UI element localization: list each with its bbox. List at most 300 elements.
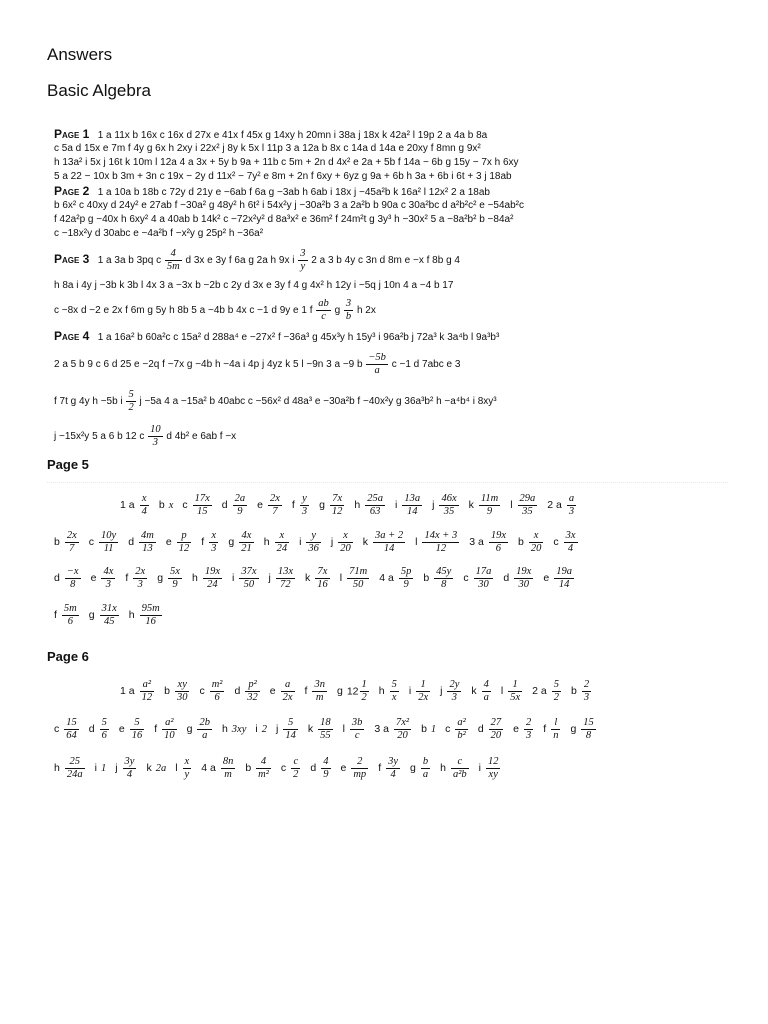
answer-item bbox=[292, 493, 310, 518]
answer-label: l bbox=[339, 572, 343, 585]
answer-item bbox=[469, 530, 509, 555]
answer-label: 4 a bbox=[201, 762, 216, 775]
answer-label: b bbox=[517, 536, 524, 549]
fraction: $\frac{13a}{14}$ bbox=[404, 493, 421, 517]
answer-label: i bbox=[94, 762, 97, 775]
fraction: $\frac{37x}{50}$ bbox=[241, 566, 257, 590]
answer-text: 1 a 10a b 18b c 72y d 21y e −6ab f 6a g −3ab h 6ab i 18x j −45a²b k 16a² l 12x² 2 a 18ab bbox=[97, 187, 490, 198]
answer-item bbox=[395, 493, 423, 518]
page6-row-3 bbox=[54, 756, 728, 781]
answer-label: e bbox=[90, 572, 97, 585]
answer-item bbox=[432, 493, 460, 518]
answer-label: 1 a bbox=[120, 685, 135, 698]
answer-label: g bbox=[319, 499, 325, 512]
fraction: $\frac{\text{m²}}{6}$ bbox=[211, 679, 223, 703]
answer-label: g bbox=[228, 536, 235, 549]
fraction: $\frac{a}{3}$ bbox=[568, 493, 575, 517]
answer-item bbox=[340, 566, 370, 591]
answer-label: d bbox=[128, 536, 135, 549]
answer-item bbox=[440, 679, 462, 704]
fraction: $\frac{2}{3}$ bbox=[526, 717, 532, 741]
answer-item bbox=[463, 566, 494, 591]
answer-label: c bbox=[463, 572, 469, 585]
answer-label: 2 a bbox=[547, 499, 562, 512]
answer-value: x bbox=[168, 500, 174, 512]
answer-label: 4 a bbox=[379, 572, 394, 585]
answer-item bbox=[305, 679, 328, 704]
answer-label: k bbox=[305, 572, 311, 585]
answer-item bbox=[270, 679, 296, 704]
answer-item bbox=[125, 566, 148, 591]
fraction: $\frac{15}{64}$ bbox=[66, 717, 77, 741]
answer-label: h bbox=[221, 723, 228, 736]
answer-label: 3 a bbox=[469, 536, 484, 549]
answer-item bbox=[343, 717, 366, 742]
answer-label: j bbox=[275, 723, 279, 736]
fraction: $\frac{x}{20}$ bbox=[530, 530, 542, 554]
answer-label: c bbox=[54, 723, 60, 736]
fraction: $\frac{a}{2x}$ bbox=[282, 679, 293, 703]
answer-label: d bbox=[310, 762, 317, 775]
fraction: $\frac{5m}{6}$ bbox=[63, 603, 77, 627]
answer-item bbox=[54, 566, 82, 591]
answer-label: b bbox=[158, 499, 165, 512]
fraction: $\frac{4x}{21}$ bbox=[241, 530, 252, 554]
section-title: Basic Algebra bbox=[47, 81, 151, 100]
page4-line-2 bbox=[54, 352, 728, 377]
answer-label: b bbox=[54, 536, 60, 549]
fraction: $\frac{46x}{35}$ bbox=[441, 493, 457, 517]
answer-item bbox=[501, 679, 523, 704]
fraction: $\frac{71m}{50}$ bbox=[349, 566, 368, 590]
fraction: $\frac{1}{2x}$ bbox=[418, 679, 429, 703]
answer-label: 3 a bbox=[374, 723, 390, 736]
answer-item bbox=[478, 717, 504, 742]
answer-label: g bbox=[336, 685, 343, 698]
page4-line-4 bbox=[54, 424, 728, 449]
page2-line-3: f 42a²p g −40x h 6xy² 4 a 40ab b 14k² c −72x²y² d 8a³x² e 36m² f 24m²t g 3y³ h −30x² 5 a −8a²b² b −84a² bbox=[54, 214, 514, 225]
answer-label: g bbox=[88, 609, 95, 622]
page6-heading: Page 6 bbox=[47, 649, 89, 664]
answer-value: 1 bbox=[430, 724, 437, 736]
page6-row-2 bbox=[54, 717, 728, 742]
fraction: $\frac{19x}{6}$ bbox=[490, 530, 506, 554]
page4-line-3 bbox=[54, 389, 728, 414]
answer-item bbox=[157, 566, 183, 591]
answer-label: f bbox=[304, 685, 308, 698]
page1-line-1 bbox=[54, 128, 728, 142]
page1-label: Page 1 bbox=[54, 127, 90, 141]
answer-label: e bbox=[165, 536, 172, 549]
fraction: $\frac{2}{3}$ bbox=[583, 679, 590, 703]
answer-item bbox=[379, 566, 414, 591]
answer-item bbox=[175, 756, 192, 781]
answer-label: f bbox=[291, 499, 295, 512]
answer-item bbox=[553, 530, 578, 555]
fraction: $\frac{5}{x}$ bbox=[391, 679, 397, 703]
answer-item bbox=[518, 530, 544, 555]
answer-text: 1 a 16a² b 60a²c c 15a² d 288a⁴ e −27x² f −36a³ g 45x³y h 15y³ i 96a²b j 72a³ k 3a⁴b l 9a³b³ bbox=[97, 332, 500, 343]
answer-label: i bbox=[408, 685, 412, 698]
fraction: $\frac{-x}{8}$ bbox=[66, 566, 79, 590]
answer-item bbox=[89, 603, 120, 628]
answer-label: j bbox=[330, 536, 334, 549]
fraction: $\frac{\text{a²}}{10}$ bbox=[164, 717, 175, 741]
answer-label: e bbox=[257, 499, 263, 512]
answer-label: d bbox=[221, 499, 228, 512]
answer-label: e bbox=[340, 762, 347, 775]
answer-label: e bbox=[513, 723, 520, 736]
answer-label: h bbox=[54, 762, 60, 775]
page2-line-2: b 6x² c 40xy d 24y² e 27ab f −30a² g 48y² h 6t² i 54x²y j −30a²b 3 a 2a²b b 90a c 30a²bc d a²b²c² e −54ab²c bbox=[54, 200, 524, 211]
answer-label: i bbox=[231, 572, 235, 585]
fraction: $\frac{4}{a}$ bbox=[483, 679, 489, 703]
page3-line-2: h 8a i 4y j −3b k 3b l 4x 3 a −3x b −2b c 2y d 3x e 3y f 4 g 4x² h 12y i −5q j 10n 4 a −4 b 17 bbox=[54, 280, 454, 291]
fraction: $\frac{\text{7x²}}{20}$ bbox=[396, 717, 410, 741]
answer-item bbox=[331, 530, 354, 555]
answer-item bbox=[423, 566, 454, 591]
answer-item bbox=[119, 717, 145, 742]
page1-line-3: h 13a² i 5x j 16t k 10m l 12a 4 a 3x + 5y b 9a + 11b c 5m + 2n d 4x² e 2a + 5b f 14a − 6b g 15y − 7x h 6xy bbox=[54, 157, 519, 168]
answer-item bbox=[228, 530, 254, 555]
page5-row-2 bbox=[54, 530, 728, 555]
fraction: $\frac{15}{8}$ bbox=[583, 717, 594, 741]
answer-label: d bbox=[54, 572, 60, 585]
fraction: $\frac{10}{3}$ bbox=[150, 424, 161, 448]
answer-item bbox=[95, 762, 107, 775]
answer-label: k bbox=[362, 536, 369, 549]
page6-row-1 bbox=[120, 679, 728, 704]
answer-item bbox=[120, 493, 150, 518]
answer-item bbox=[308, 717, 334, 742]
fraction: $\frac{3b}{c}$ bbox=[351, 717, 363, 741]
fraction: $\frac{1}{5x}$ bbox=[510, 679, 521, 703]
fraction: $\frac{x}{y}$ bbox=[184, 756, 190, 780]
answer-label: i bbox=[299, 536, 302, 549]
answer-label: h bbox=[378, 685, 385, 698]
answer-item bbox=[54, 717, 80, 742]
answer-label: l bbox=[500, 685, 504, 698]
answer-label: b bbox=[245, 762, 252, 775]
answer-item bbox=[166, 530, 192, 555]
answer-text: 1 a 3a b 3pq c bbox=[97, 255, 162, 267]
answer-item bbox=[255, 723, 267, 736]
answer-text: c −8x d −2 e 2x f 6m g 5y h 8b 5 a −4b b 4x c −1 d 9y e 1 f bbox=[54, 305, 313, 317]
fraction: $\frac{1}{2}$ bbox=[361, 679, 367, 703]
fraction: $\frac{3}{b}$ bbox=[345, 298, 352, 322]
answer-item bbox=[182, 493, 212, 518]
answer-item bbox=[128, 530, 157, 555]
fraction: $\frac{3}{y}$ bbox=[300, 248, 306, 272]
answer-item bbox=[503, 566, 534, 591]
answer-label: f bbox=[54, 609, 57, 622]
answer-item bbox=[146, 762, 166, 775]
answer-item bbox=[440, 756, 470, 781]
page1-line-2: c 5a d 15x e 7m f 4y g 6x h 2xy i 22x² j 8y k 5x l 11p 3 a 12a b 8x c 14a d 14a e 20xy f 8mn g 9x² bbox=[54, 143, 481, 154]
answer-label: k bbox=[146, 762, 152, 775]
fraction: $\frac{95m}{16}$ bbox=[141, 603, 160, 627]
answer-item bbox=[199, 679, 225, 704]
answer-item bbox=[89, 530, 119, 555]
answer-item bbox=[415, 530, 460, 555]
answer-label: k bbox=[471, 685, 477, 698]
answer-label: c bbox=[553, 536, 559, 549]
fraction: $\frac{l}{n}$ bbox=[553, 717, 559, 741]
fraction: $\frac{2}{mp}$ bbox=[353, 756, 367, 780]
answer-text: h 2x bbox=[356, 305, 376, 317]
answer-item bbox=[187, 717, 213, 742]
fraction: $\frac{x}{24}$ bbox=[276, 530, 288, 554]
answer-item bbox=[54, 756, 86, 781]
answer-label: f bbox=[125, 572, 129, 585]
fraction: $\frac{\text{p²}}{32}$ bbox=[247, 679, 258, 703]
answer-item bbox=[374, 717, 412, 742]
answer-label: e bbox=[543, 572, 550, 585]
fraction: $\frac{4m}{13}$ bbox=[141, 530, 154, 554]
answer-item bbox=[89, 717, 110, 742]
fraction: $\frac{y}{3}$ bbox=[301, 493, 308, 517]
answer-item bbox=[471, 679, 492, 704]
fraction: $\frac{xy}{30}$ bbox=[176, 679, 188, 703]
answer-item bbox=[54, 603, 80, 628]
answer-text: j −15x²y 5 a 6 b 12 c bbox=[54, 431, 145, 443]
answer-label: g bbox=[186, 723, 193, 736]
answer-label: l bbox=[415, 536, 418, 549]
fraction: $\frac{5x}{9}$ bbox=[170, 566, 180, 590]
answer-item bbox=[192, 566, 223, 591]
answer-text: j −5a 4 a −15a² b 40abc c −56x² d 48a³ e −30a²b f −40x²y g 36a³b² h −a⁴b⁴ i 8xy³ bbox=[139, 396, 497, 408]
answer-item bbox=[264, 530, 290, 555]
fraction: $\frac{\text{a²}}{12}$ bbox=[141, 679, 153, 703]
fraction: $\frac{4}{5m}$ bbox=[166, 248, 180, 272]
answer-item bbox=[571, 679, 592, 704]
answer-label: k bbox=[307, 723, 314, 736]
answer-item bbox=[570, 717, 596, 742]
answer-item bbox=[159, 499, 174, 512]
answer-item bbox=[222, 493, 248, 518]
fraction: $\frac{b}{a}$ bbox=[422, 756, 429, 780]
answer-value: 1 bbox=[100, 763, 107, 775]
fraction: $\frac{14x + 3}{12}$ bbox=[424, 530, 458, 554]
answer-item bbox=[354, 493, 386, 518]
whole-number: 12 bbox=[346, 685, 359, 698]
answer-item bbox=[281, 756, 302, 781]
answer-label: h bbox=[191, 572, 198, 585]
answer-item bbox=[201, 530, 219, 555]
answer-item bbox=[129, 603, 163, 628]
answer-label: j bbox=[115, 762, 118, 775]
fraction: $\frac{8n}{m}$ bbox=[222, 756, 234, 780]
page3-line-1 bbox=[54, 248, 728, 273]
fraction: $\frac{31x}{45}$ bbox=[101, 603, 117, 627]
fraction: $\frac{2a}{9}$ bbox=[234, 493, 246, 517]
answer-label: d bbox=[477, 723, 484, 736]
answer-text: d 4b² e 6ab f −x bbox=[166, 431, 237, 443]
answer-label: j bbox=[268, 572, 271, 585]
fraction: $\frac{c}{2}$ bbox=[293, 756, 299, 780]
fraction: $\frac{5}{16}$ bbox=[131, 717, 143, 741]
fraction: $\frac{17a}{30}$ bbox=[475, 566, 492, 590]
divider bbox=[47, 482, 728, 489]
page5-row-4 bbox=[54, 603, 728, 628]
fraction: $\frac{18}{55}$ bbox=[320, 717, 331, 741]
fraction: $\frac{2x}{7}$ bbox=[269, 493, 280, 517]
answer-label: l bbox=[510, 499, 513, 512]
answer-text: 2 a 5 b 9 c 6 d 25 e −2q f −7x g −4b h −4a i 4p j 4yz k 5 l −9n 3 a −9 b bbox=[54, 359, 363, 371]
fraction: $\frac{4}{\text{m²}}$ bbox=[258, 756, 269, 780]
answer-item bbox=[421, 723, 436, 736]
fraction: $\frac{5}{14}$ bbox=[285, 717, 296, 741]
answer-item bbox=[269, 566, 297, 591]
fraction: $\frac{45y}{8}$ bbox=[436, 566, 452, 590]
page-title: Answers bbox=[47, 45, 113, 64]
answer-value: 2a bbox=[155, 763, 167, 775]
answer-item bbox=[532, 679, 562, 704]
answer-item bbox=[234, 679, 260, 704]
answer-item bbox=[409, 679, 431, 704]
answer-item bbox=[115, 756, 137, 781]
answer-label: g bbox=[157, 572, 164, 585]
fraction: $\frac{7x}{12}$ bbox=[331, 493, 343, 517]
fraction: $\frac{x}{4}$ bbox=[141, 493, 147, 517]
answer-label: i bbox=[395, 499, 398, 512]
answer-item bbox=[543, 717, 561, 742]
answer-item bbox=[319, 493, 345, 518]
answer-label: d bbox=[503, 572, 510, 585]
answer-label: j bbox=[432, 499, 435, 512]
answer-text: 1 a 11x b 16x c 16x d 27x e 41x f 45x g 14xy h 20mn i 38a j 18x k 42a² l 19p 2 a 4a b 8a bbox=[97, 130, 488, 141]
fraction: $\frac{3a + 2}{14}$ bbox=[375, 530, 404, 554]
answer-item bbox=[513, 717, 534, 742]
answer-item bbox=[479, 756, 502, 781]
page1-line-4: 5 a 22 − 10x b 3m + 3n c 19x − 2y d 11x² − 7y² e 8m + 2n f 6xy + 6yz g 9a + 6b h 3a + 6b i 6t + 3 j 18ab bbox=[54, 171, 512, 182]
fraction: $\frac{5}{2}$ bbox=[128, 389, 134, 413]
answer-item bbox=[410, 756, 431, 781]
page3-label: Page 3 bbox=[54, 252, 90, 267]
answer-label: b bbox=[421, 723, 427, 736]
answer-item bbox=[201, 756, 236, 781]
fraction: $\frac{4}{9}$ bbox=[323, 756, 329, 780]
answer-label: d bbox=[234, 685, 241, 698]
answer-item bbox=[547, 493, 577, 518]
fraction: $\frac{29a}{35}$ bbox=[519, 493, 536, 517]
answer-item bbox=[469, 493, 502, 518]
answer-text: 2 a 3 b 4y c 3n d 8m e −x f 8b g 4 bbox=[311, 255, 460, 267]
fraction: $\frac{p}{12}$ bbox=[178, 530, 190, 554]
answer-label: l bbox=[175, 762, 178, 775]
answer-item bbox=[445, 717, 469, 742]
fraction: $\frac{2b}{a}$ bbox=[199, 717, 210, 741]
fraction: $\frac{4x}{3}$ bbox=[103, 566, 114, 590]
answer-label: h bbox=[354, 499, 361, 512]
answer-label: c bbox=[182, 499, 188, 512]
fraction: $\frac{19x}{24}$ bbox=[204, 566, 220, 590]
answer-item bbox=[91, 566, 117, 591]
fraction: $\frac{c}{\text{a²b}}$ bbox=[452, 756, 467, 780]
answer-value: 2 bbox=[261, 724, 267, 736]
answer-label: b bbox=[571, 685, 577, 698]
page4-label: Page 4 bbox=[54, 329, 90, 343]
page5-heading: Page 5 bbox=[47, 457, 89, 472]
fraction: $\frac{y}{36}$ bbox=[308, 530, 319, 554]
answer-label: h bbox=[128, 609, 135, 622]
fraction: $\frac{17x}{15}$ bbox=[194, 493, 210, 517]
fraction: $\frac{19x}{30}$ bbox=[516, 566, 532, 590]
fraction: $\frac{3n}{m}$ bbox=[314, 679, 325, 703]
fraction: $\frac{ab}{c}$ bbox=[318, 298, 329, 322]
fraction: $\frac{3x}{4}$ bbox=[565, 530, 576, 554]
fraction: $\frac{2x}{3}$ bbox=[135, 566, 146, 590]
answer-item bbox=[379, 679, 400, 704]
fraction: $\frac{x}{3}$ bbox=[211, 530, 217, 554]
answer-label: f bbox=[543, 723, 547, 736]
page3-line-3 bbox=[54, 298, 728, 323]
answer-item bbox=[305, 566, 331, 591]
answer-text: f 7t g 4y h −5b i bbox=[54, 396, 123, 408]
answer-label: e bbox=[269, 685, 276, 698]
answer-text: c −1 d 7abc e 3 bbox=[391, 359, 461, 371]
fraction: $\frac{x}{20}$ bbox=[340, 530, 351, 554]
answer-label: k bbox=[468, 499, 474, 512]
page2-label: Page 2 bbox=[54, 184, 90, 198]
answer-item bbox=[543, 566, 575, 591]
fraction: $\frac{\text{a²}}{\text{b²}}$ bbox=[457, 717, 466, 741]
page5-row-3 bbox=[54, 566, 728, 591]
answer-label: c bbox=[199, 685, 205, 698]
fraction: $\frac{25}{24a}$ bbox=[66, 756, 83, 780]
answer-label: f bbox=[201, 536, 205, 549]
answer-label: i bbox=[255, 723, 258, 736]
answer-label: 2 a bbox=[532, 685, 547, 698]
answer-label: j bbox=[440, 685, 443, 698]
answer-label: f bbox=[154, 723, 158, 736]
answer-item bbox=[363, 530, 406, 555]
answer-label: l bbox=[342, 723, 345, 736]
page2-line-4: c −18x²y d 30abc e −4a²b f −x²y g 25p² h −36a² bbox=[54, 228, 264, 239]
answer-item bbox=[276, 717, 299, 742]
answer-label: c bbox=[88, 536, 95, 549]
fraction: $\frac{3y}{4}$ bbox=[124, 756, 135, 780]
fraction: $\frac{-5b}{a}$ bbox=[368, 352, 386, 376]
answer-label: b bbox=[164, 685, 170, 698]
answer-label: f bbox=[378, 762, 382, 775]
answer-label: h bbox=[440, 762, 446, 775]
answer-label: c bbox=[445, 723, 451, 736]
fraction: $\frac{5}{6}$ bbox=[101, 717, 107, 741]
answer-item bbox=[510, 493, 538, 518]
answer-label: e bbox=[118, 723, 125, 736]
answer-item bbox=[232, 566, 260, 591]
answer-label: h bbox=[263, 536, 270, 549]
page4-line-1 bbox=[54, 330, 728, 344]
fraction: $\frac{25a}{63}$ bbox=[367, 493, 384, 517]
page5-row-1 bbox=[120, 493, 728, 518]
fraction: $\frac{5p}{9}$ bbox=[400, 566, 412, 590]
answer-item bbox=[120, 679, 155, 704]
answer-item bbox=[154, 717, 177, 742]
answer-item bbox=[54, 530, 80, 555]
fraction: $\frac{7x}{16}$ bbox=[317, 566, 328, 590]
answer-text: g bbox=[334, 305, 341, 317]
answer-item bbox=[378, 756, 401, 781]
answer-item bbox=[341, 756, 370, 781]
fraction: $\frac{11m}{9}$ bbox=[480, 493, 499, 517]
answer-text: d 3x e 3y f 6a g 2a h 9x i bbox=[185, 255, 295, 267]
answer-label: i bbox=[478, 762, 481, 775]
fraction: $\frac{5}{2}$ bbox=[553, 679, 559, 703]
answer-item bbox=[164, 679, 190, 704]
answer-value: 3xy bbox=[231, 724, 247, 736]
